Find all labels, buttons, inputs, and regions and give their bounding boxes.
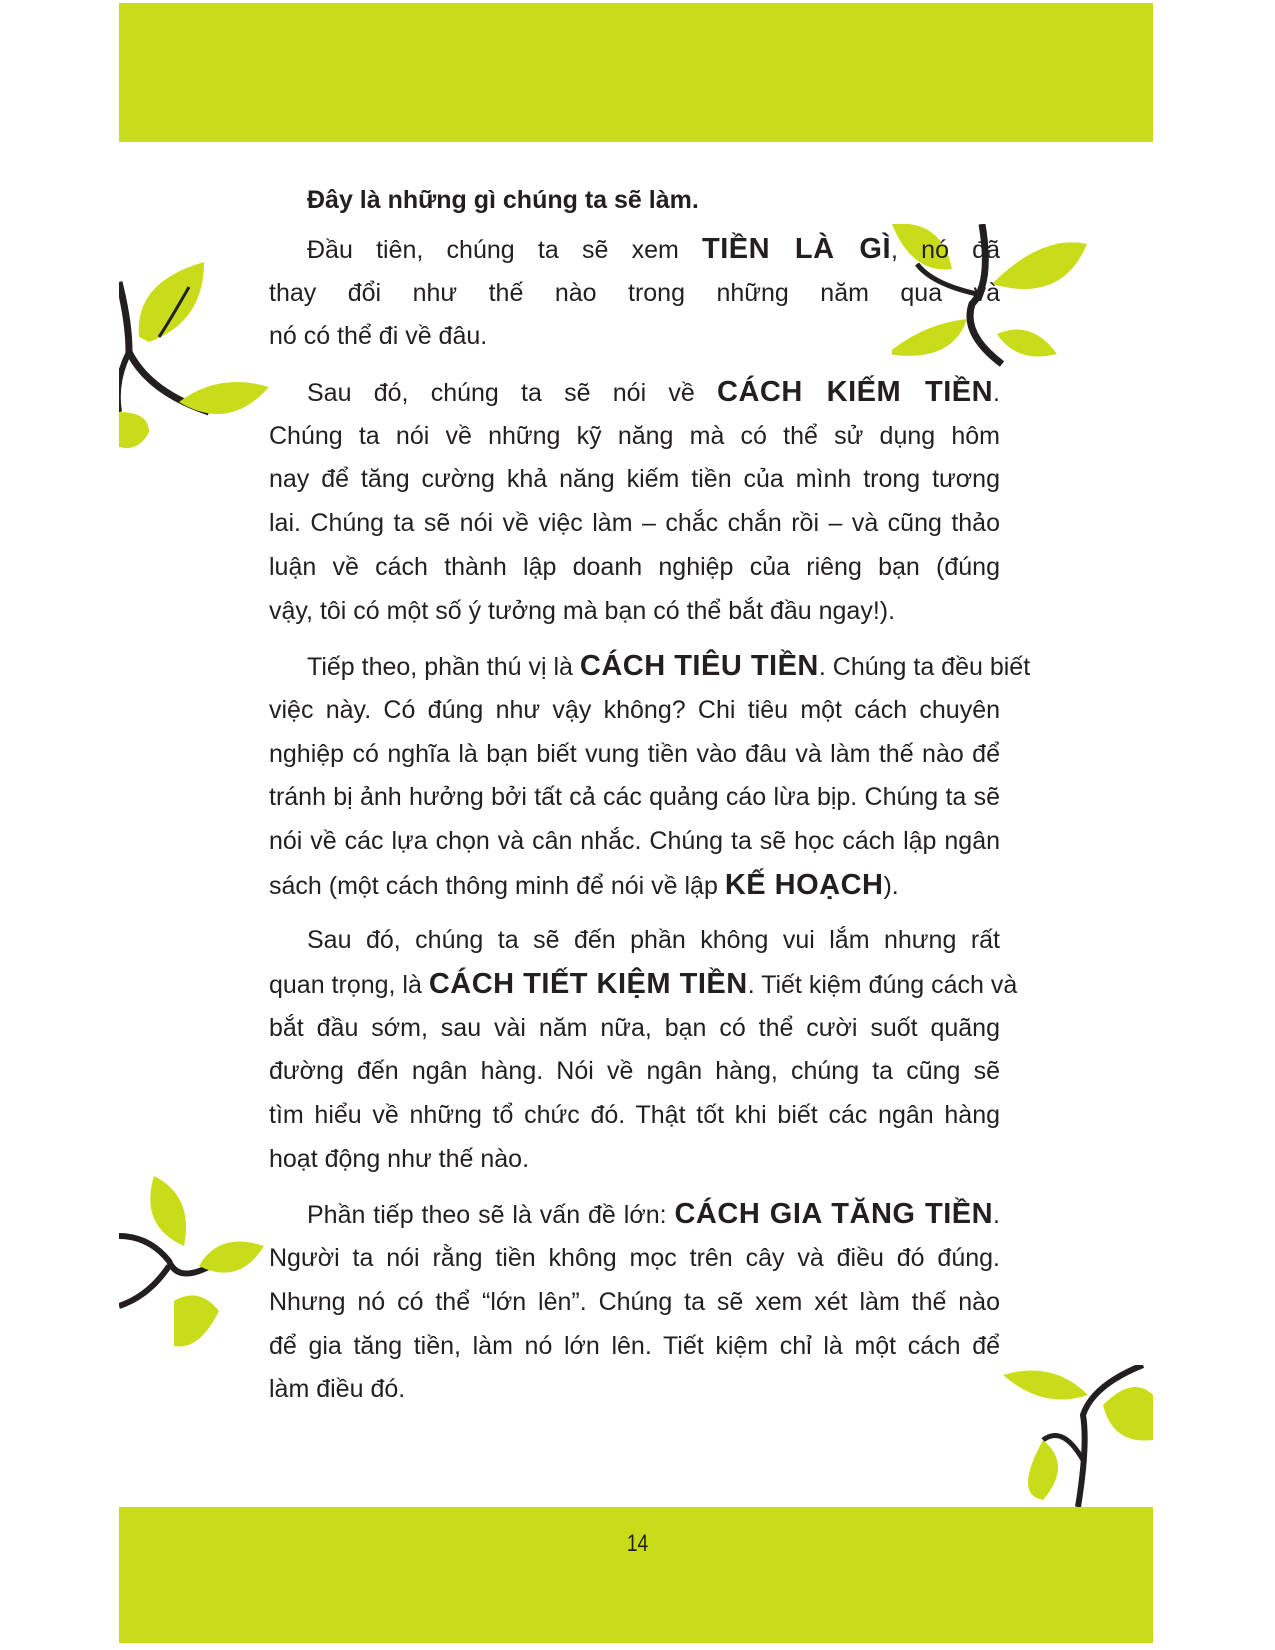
text-segment: thay đổi như thế nào trong những năm qua và — [269, 278, 1000, 307]
text-line — [269, 458, 1000, 502]
text-line — [269, 371, 1000, 415]
paragraph — [269, 645, 1031, 907]
text-segment: . — [993, 379, 1000, 408]
leaf-branch-icon — [119, 262, 279, 472]
text-segment: . Chúng ta đều biết — [818, 653, 1031, 682]
highlighted-term: CÁCH TIÊU TIỀN — [579, 650, 819, 683]
paragraph — [269, 371, 1000, 633]
page-number: 14 — [626, 1530, 649, 1557]
text-line — [269, 502, 1000, 546]
text-segment: Đầu tiên, chúng ta sẽ xem — [307, 236, 703, 264]
text-segment: vậy, tôi có một số ý tưởng mà bạn có thể bắt đầu ngay!). — [269, 596, 896, 625]
text-line — [269, 1138, 1000, 1182]
text-segment: ). — [883, 871, 899, 900]
text-segment: nó có thể đi về đâu. — [269, 322, 488, 351]
leaf-branch-icon — [1003, 1365, 1153, 1507]
text-segment: nói về các lựa chọn và cân nhắc. Chúng ta sẽ học cách lập ngân — [269, 826, 1000, 855]
highlighted-term: CÁCH TIẾT KIỆM TIỀN — [428, 968, 748, 1000]
text-line — [269, 1325, 1000, 1369]
text-segment: Sau đó, chúng ta sẽ nói về — [307, 379, 718, 408]
text-segment: việc này. Có đúng như vậy không? Chi tiêu một cách chuyên — [269, 695, 1000, 724]
footer-band — [119, 1507, 1153, 1643]
text-line — [269, 1007, 1000, 1051]
text-segment: luận về cách thành lập doanh nghiệp của riêng bạn (đúng — [269, 552, 1000, 581]
paragraph — [269, 1193, 1000, 1411]
text-segment: sách (một cách thông minh để nói về lập — [269, 871, 725, 900]
text-line — [269, 963, 1018, 1007]
text-segment: Sau đó, chúng ta sẽ đến phần không vui lắm nhưng rất — [307, 926, 1000, 955]
text-line — [269, 645, 1031, 689]
text-segment: . Tiết kiệm đúng cách và — [747, 971, 1018, 999]
text-segment: Nhưng nó có thể “lớn lên”. Chúng ta sẽ xem xét làm thế nào — [269, 1287, 1000, 1316]
highlighted-term: CÁCH GIA TĂNG TIỀN — [674, 1198, 994, 1231]
text-line — [269, 315, 1000, 359]
text-line — [269, 733, 1000, 777]
text-segment: Tiếp theo, phần thú vị là — [307, 653, 580, 682]
highlighted-term: CÁCH KIẾM TIỀN — [717, 376, 994, 409]
text-segment: tránh bị ảnh hưởng bởi tất cả các quảng cáo lừa bịp. Chúng ta sẽ — [269, 783, 1000, 812]
text-line — [269, 776, 1000, 820]
text-segment: đường đến ngân hàng. Nói về ngân hàng, chúng ta cũng sẽ — [269, 1057, 1000, 1086]
text-segment: Chúng ta nói về những kỹ năng mà có thể sử dụng hôm — [269, 421, 1000, 450]
text-segment: , nó đã — [891, 236, 1000, 264]
text-line — [269, 919, 1000, 963]
text-segment: Phần tiếp theo sẽ là vấn đề lớn: — [307, 1201, 675, 1230]
paragraph — [269, 919, 1018, 1181]
text-line — [269, 1237, 1000, 1281]
text-line — [269, 1050, 1000, 1094]
header-band — [119, 3, 1153, 142]
highlighted-term: TIỀN LÀ GÌ — [702, 233, 891, 265]
text-line — [269, 272, 1000, 316]
text-segment: hoạt động như thế nào. — [269, 1144, 530, 1173]
text-line — [269, 228, 1000, 272]
text-line — [269, 689, 1000, 733]
text-segment: Người ta nói rằng tiền không mọc trên cây và điều đó đúng. — [269, 1244, 1000, 1273]
text-segment: bắt đầu sớm, sau vài năm nữa, bạn có thể cười suốt quãng — [269, 1013, 1000, 1042]
text-segment: . — [993, 1201, 1000, 1230]
paragraph — [269, 228, 1000, 359]
leaf-branch-icon — [119, 1176, 269, 1356]
text-line — [269, 820, 1000, 864]
text-line — [269, 415, 1000, 459]
text-segment: quan trọng, là — [269, 971, 429, 999]
text-segment: lai. Chúng ta sẽ nói về việc làm – chắc chắn rồi – và cũng thảo — [269, 509, 1000, 538]
page-body — [269, 178, 1031, 1412]
text-line — [269, 1193, 1000, 1237]
text-line — [269, 546, 1000, 590]
section-heading: Đây là những gì chúng ta sẽ làm. — [307, 186, 699, 214]
text-segment: nay để tăng cường khả năng kiếm tiền của mình trong tương — [269, 465, 1000, 494]
text-line — [269, 590, 1000, 634]
text-line — [269, 1368, 1000, 1412]
text-segment: tìm hiểu về những tổ chức đó. Thật tốt khi biết các ngân hàng — [269, 1101, 1000, 1130]
text-line — [269, 1281, 1000, 1325]
text-segment: nghiệp có nghĩa là bạn biết vung tiền vào đâu và làm thế nào để — [269, 739, 1000, 768]
highlighted-term: KẾ HOẠCH — [724, 868, 884, 901]
text-line — [269, 864, 1000, 908]
text-line — [269, 1094, 1000, 1138]
text-segment: làm điều đó. — [269, 1375, 406, 1404]
text-segment: để gia tăng tiền, làm nó lớn lên. Tiết kiệm chỉ là một cách để — [269, 1331, 1000, 1360]
